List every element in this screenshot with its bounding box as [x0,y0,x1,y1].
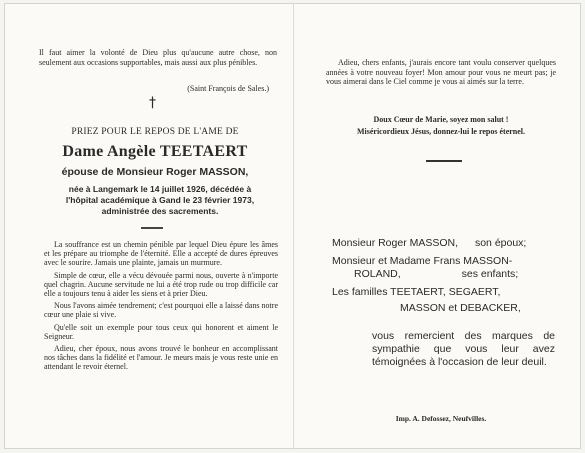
pray-line: PRIEZ POUR LE REPOS DE L'AME DE [71,127,239,137]
thanks-text: vous remercient des marques de sympathie que vous leur avez témoignées à l'occasion de leur deuil. [372,330,555,368]
farewell-text [326,58,556,87]
paragraph: Qu'elle soit un exemple pour tous ceux qui honorent et aiment le Seigneur. [44,322,278,341]
spouse-line: épouse de Monsieur Roger MASSON, [61,166,249,178]
family-role: ses enfants; [461,268,519,280]
paragraph: Adieu, cher époux, nous avons trouvé le bonheur en accomplissant nos tâches dans la fidélité et l'amour. Je meurs mais je vous reste unie en attendant le revoir éternel. [44,344,278,372]
paragraph: La souffrance est un chemin pénible par lequel Dieu épure les âmes et les prépare au triomphe de l'éternité. Elle a accepté de dures épreuves avec le sourire. Jamais une plainte, jamais un murmure. [44,240,278,268]
printer-credit: Imp. A. Defossez, Neufvilles. [395,414,487,423]
tribute-text [44,240,278,375]
divider [426,160,462,162]
cross-icon: † [149,95,156,111]
family-line [332,255,512,268]
paragraph: Nous l'avons aimée tendrement; c'est pourquoi elle a laissé dans notre cœur une plaie si vive. [44,301,278,320]
family-role: son époux; [474,237,527,249]
quote-source: (Saint François de Sales.) [187,84,269,93]
facts-line: administrée des sacrements. [101,206,219,216]
divider [141,227,163,229]
family-line [400,302,521,315]
facts-line: l'hôpital académique à Gand le 23 février 1973, [65,195,255,205]
left-panel [15,4,295,450]
life-facts [35,184,285,217]
family-line [332,237,526,250]
prayer-line: Doux Cœur de Marie, soyez mon salut ! [373,115,509,124]
deceased-name: Dame Angèle TEETAERT [62,143,248,160]
family-name: Monsieur et Madame Frans MASSON- [332,255,513,267]
family-name: ROLAND, [354,268,401,280]
facts-line: née à Langemark le 14 juillet 1926, décédée à [68,184,252,194]
family-name: MASSON et DEBACKER, [400,302,521,314]
paragraph: Adieu, chers enfants, j'aurais encore tant voulu conserver quelques années à votre nouveau foyer! Mon amour pour vous ne meurt pas; je vous aimerai dans le Ciel comme je vous ai aimés sur la terre. [326,58,556,87]
paragraph: Simple de cœur, elle a vécu dévouée parmi nous, ouverte à n'importe quel chagrin. Aucune servitude ne lui a été trop rude ou trop difficile car elle a toujours tenu à aider les siens et à prier Dieu. [44,270,278,299]
prayer-lines [302,114,580,138]
opening-quote: Il faut aimer la volonté de Dieu plus qu'aucune autre chose, non seulement aux occasions supportables, mais aussi aux plus pénibles. [39,48,277,67]
family-name: Monsieur Roger MASSON, [332,237,459,249]
prayer-line: Miséricordieux Jésus, donnez-lui le repos éternel. [356,127,526,136]
family-name: Les familles TEETAERT, SEGAERT, [332,286,501,298]
card-fold [293,3,294,449]
family-line [332,286,500,299]
right-panel [302,4,580,450]
family-line [354,268,518,281]
